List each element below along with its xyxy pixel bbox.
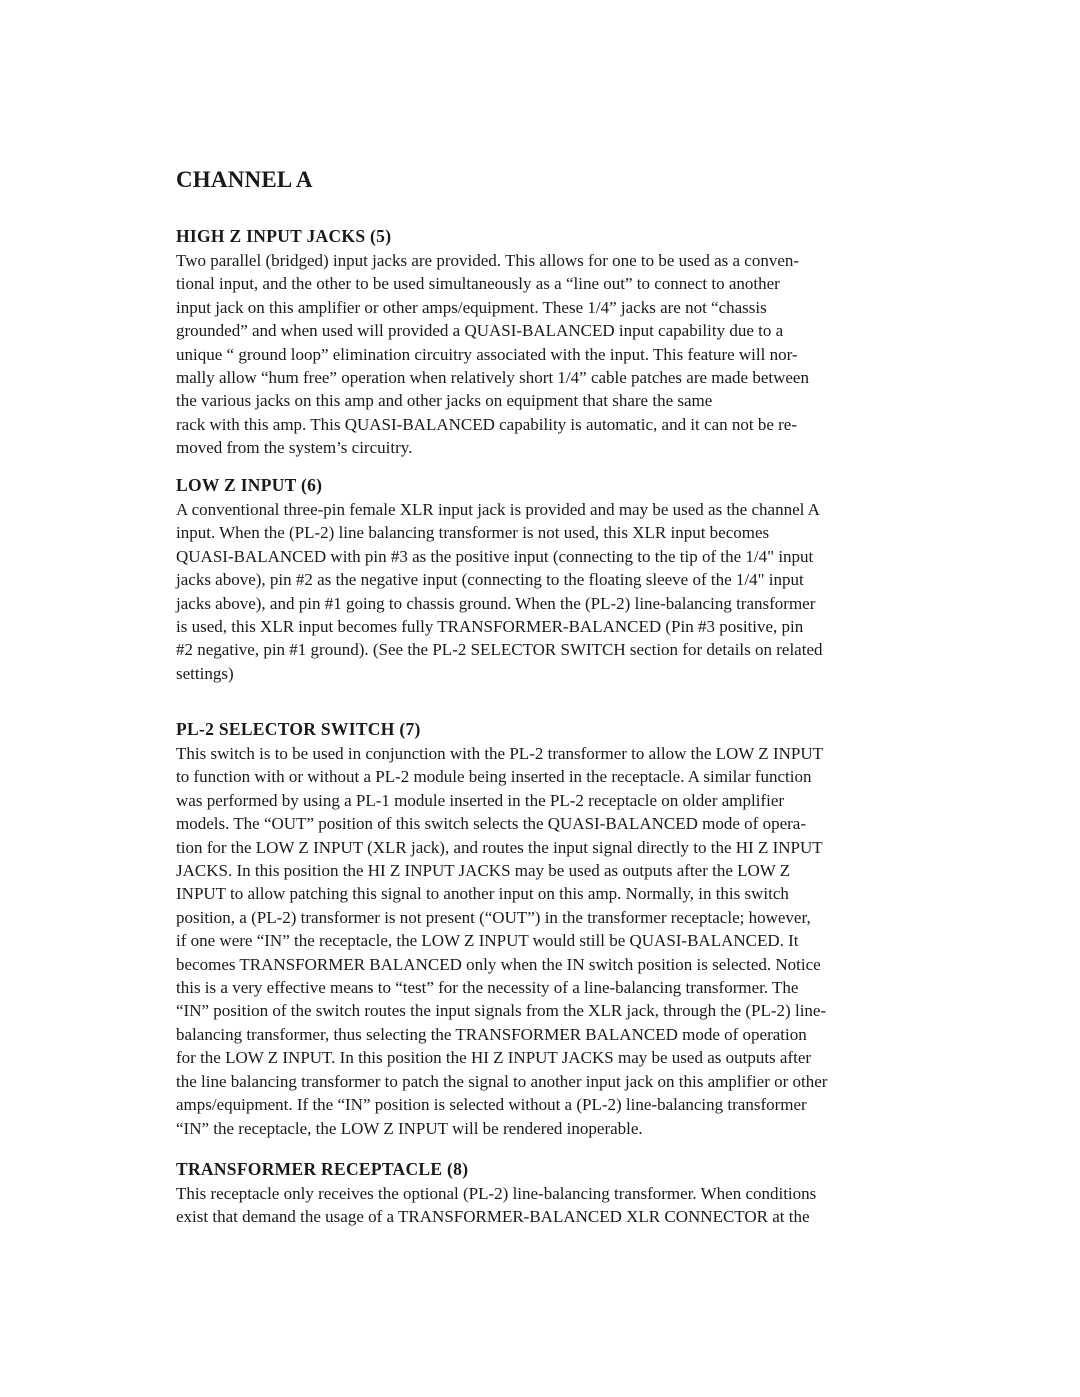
section-line: models. The “OUT” position of this switch selects the QUASI-BALANCED mode of opera- [176, 814, 806, 834]
section-line: jacks above), pin #2 as the negative input (connecting to the floating sleeve of the 1/4" input [176, 570, 804, 590]
section-heading: PL-2 SELECTOR SWITCH (7) [176, 719, 421, 739]
section-line: settings) [176, 663, 234, 683]
section-line: for the LOW Z INPUT. In this position the HI Z INPUT JACKS may be used as outputs after [176, 1048, 812, 1068]
section-low-z-input [176, 474, 908, 685]
section-line: rack with this amp. This QUASI-BALANCED capability is automatic, and it can not be re- [176, 414, 797, 434]
section-line: #2 negative, pin #1 ground). (See the PL-2 SELECTOR SWITCH section for details on related [176, 640, 823, 660]
section-line: amps/equipment. If the “IN” position is selected without a (PL-2) line-balancing transformer [176, 1095, 807, 1115]
section-line: if one were “IN” the receptacle, the LOW Z INPUT would still be QUASI-BALANCED. It [176, 931, 799, 951]
section-pl2-selector-switch [176, 718, 908, 1140]
section-line: INPUT to allow patching this signal to another input on this amp. Normally, in this switch [176, 884, 789, 904]
section-line: This switch is to be used in conjunction with the PL-2 transformer to allow the LOW Z INPUT [176, 744, 823, 763]
section-line: moved from the system’s circuitry. [176, 438, 413, 458]
section-transformer-receptacle [176, 1158, 908, 1229]
section-line: QUASI-BALANCED with pin #3 as the positive input (connecting to the tip of the 1/4" input [176, 546, 814, 566]
section-line: position, a (PL-2) transformer is not present (“OUT”) in the transformer receptacle; however, [176, 907, 811, 927]
section-heading: TRANSFORMER RECEPTACLE (8) [176, 1159, 469, 1179]
section-line: JACKS. In this position the HI Z INPUT JACKS may be used as outputs after the LOW Z [176, 861, 791, 881]
section-line: A conventional three-pin female XLR input jack is provided and may be used as the channel A [176, 500, 820, 519]
section-line: balancing transformer, thus selecting the TRANSFORMER BALANCED mode of operation [176, 1024, 807, 1044]
section-line: tion for the LOW Z INPUT (XLR jack), and routes the input signal directly to the HI Z INPUT [176, 837, 823, 857]
section-line: jacks above), and pin #1 going to chassis ground. When the (PL-2) line-balancing transformer [176, 593, 816, 613]
section-line: mally allow “hum free” operation when relatively short 1/4” cable patches are made between [176, 368, 809, 388]
section-line: the line balancing transformer to patch the signal to another input jack on this amplifier or other [176, 1071, 828, 1091]
section-line: tional input, and the other to be used simultaneously as a “line out” to connect to another [176, 274, 780, 294]
section-line: was performed by using a PL-1 module inserted in the PL-2 receptacle on older amplifier [176, 790, 785, 810]
section-heading: LOW Z INPUT (6) [176, 475, 323, 495]
section-line: unique “ ground loop” elimination circuitry associated with the input. This feature will nor- [176, 344, 798, 364]
section-line: grounded” and when used will provided a QUASI-BALANCED input capability due to a [176, 321, 784, 341]
section-line: exist that demand the usage of a TRANSFORMER-BALANCED XLR CONNECTOR at the [176, 1207, 810, 1227]
section-line: is used, this XLR input becomes fully TRANSFORMER-BALANCED (Pin #3 positive, pin [176, 617, 804, 637]
section-line: to function with or without a PL-2 module being inserted in the receptacle. A similar function [176, 767, 812, 787]
section-heading: HIGH Z INPUT JACKS (5) [176, 226, 392, 246]
page-title: CHANNEL A [176, 167, 313, 192]
section-line: This receptacle only receives the optional (PL-2) line-balancing transformer. When conditions [176, 1184, 817, 1203]
section-line: input. When the (PL-2) line balancing transformer is not used, this XLR input becomes [176, 523, 770, 543]
section-line: this is a very effective means to “test” for the necessity of a line-balancing transformer. The [176, 978, 799, 998]
section-line: the various jacks on this amp and other jacks on equipment that share the same [176, 391, 713, 411]
section-line: “IN” position of the switch routes the input signals from the XLR jack, through the (PL-2) line- [176, 1001, 827, 1021]
section-line: “IN” the receptacle, the LOW Z INPUT will be rendered inoperable. [176, 1118, 643, 1138]
section-high-z-input-jacks [176, 225, 908, 460]
section-line: Two parallel (bridged) input jacks are provided. This allows for one to be used as a conven- [176, 251, 800, 270]
section-line: becomes TRANSFORMER BALANCED only when the IN switch position is selected. Notice [176, 954, 821, 974]
section-line: input jack on this amplifier or other amps/equipment. These 1/4” jacks are not “chassis [176, 297, 767, 317]
